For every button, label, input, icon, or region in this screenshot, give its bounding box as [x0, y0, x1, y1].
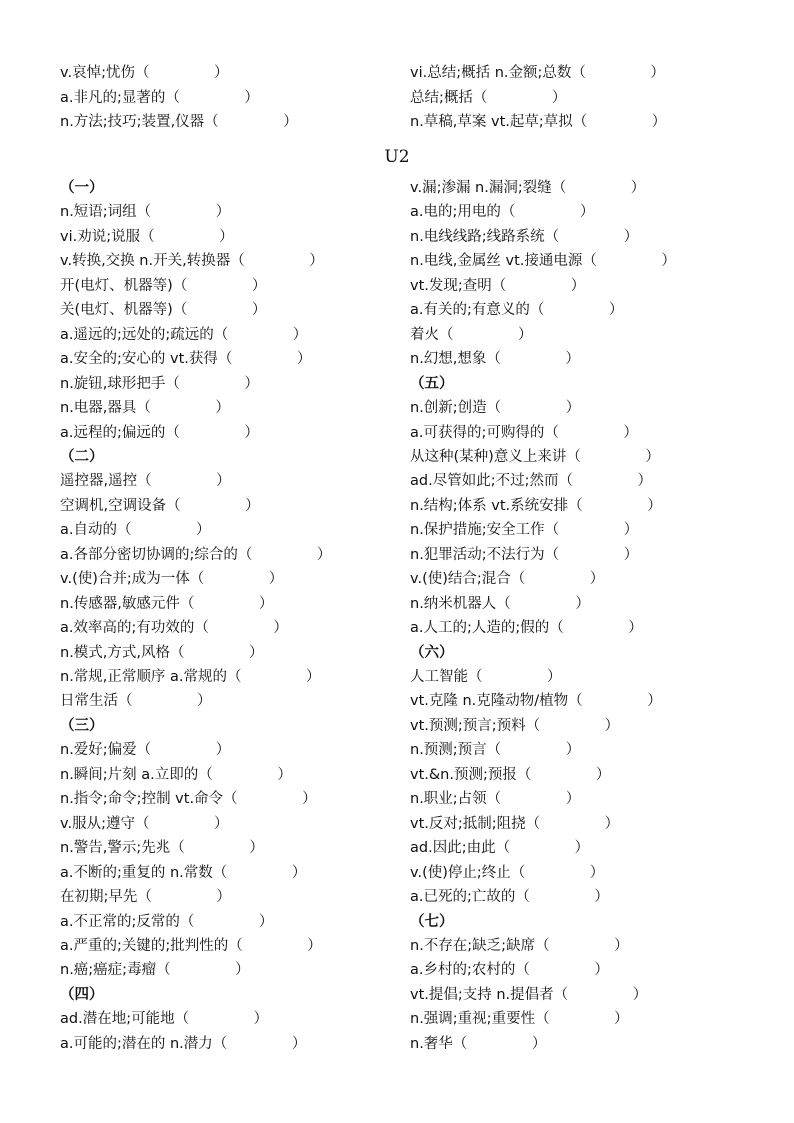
vocab-line: v.哀悼;忧伤（ ） — [60, 65, 229, 81]
vocab-line: vt.克隆 n.克隆动物/植物（ ） — [410, 693, 662, 710]
vocab-line: n.草稿,草案 vt.起草;草拟（ ） — [410, 114, 667, 130]
vocab-line: a.不正常的;反常的（ ） — [60, 913, 274, 930]
unit-title: U2 — [384, 147, 410, 167]
vocab-line: 开(电灯、机器等)（ ） — [60, 277, 267, 294]
vocab-line: 从这种(某种)意义上来讲（ ） — [410, 448, 660, 465]
vocab-line: ad.潜在地;可能地（ ） — [60, 1011, 269, 1028]
vocab-line: a.可获得的;可购得的（ ） — [410, 424, 638, 441]
vocab-line: a.安全的;安心的 vt.获得（ ） — [60, 351, 312, 368]
vocab-line: 日常生活（ ） — [60, 693, 212, 710]
section-heading: （六） — [410, 643, 454, 661]
vocab-line: 空调机,空调设备（ ） — [60, 497, 260, 514]
vocab-line: vt.提倡;支持 n.提倡者（ ） — [410, 986, 648, 1003]
vocab-line: v.转换,交换 n.开关,转换器（ ） — [60, 253, 324, 270]
vocab-line: a.效率高的;有功效的（ ） — [60, 620, 288, 637]
vocab-line: n.电线线路;线路系统（ ） — [410, 228, 639, 245]
vocab-line: 在初期;早先（ ） — [60, 889, 231, 905]
vocab-line: n.模式,方式,风格（ ） — [60, 644, 264, 661]
vocab-line: n.保护措施;安全工作（ ） — [410, 522, 639, 539]
vocab-line: n.电线,金属丝 vt.接通电源（ ） — [410, 253, 676, 270]
vocab-line: a.远程的;偏远的（ ） — [60, 424, 259, 441]
vocab-line: v.服从;遵守（ ） — [60, 815, 229, 832]
vocab-line: n.不存在;缺乏;缺席（ ） — [410, 937, 629, 954]
vocab-line: a.自动的（ ） — [60, 522, 211, 539]
vocab-line: n.预测;预言（ ） — [410, 742, 581, 759]
vocab-line: v.(使)停止;终止（ ） — [410, 864, 605, 881]
vocab-line: n.癌;癌症;毒瘤（ ） — [60, 962, 250, 979]
vocab-line: vt.&n.预测;预报（ ） — [410, 766, 611, 783]
vocab-line: vi.总结;概括 n.金额;总数（ ） — [410, 65, 665, 81]
vocab-line: n.幻想,想象（ ） — [410, 351, 580, 368]
section-heading: （一） — [60, 179, 104, 196]
vocab-line: 着火（ ） — [410, 326, 533, 343]
vocab-line: vt.反对;抵制;阻挠（ ） — [410, 815, 620, 832]
vocab-line: a.乡村的;农村的（ ） — [410, 962, 609, 979]
vocab-line: n.纳米机器人（ ） — [410, 595, 590, 612]
vocab-line: 遥控器,遥控（ ） — [60, 473, 231, 490]
vocab-line: n.犯罪活动;不法行为（ ） — [410, 546, 639, 563]
vocab-line: n.旋钮,球形把手（ ） — [60, 375, 259, 392]
vocab-line: n.强调;重视;重要性（ ） — [410, 1011, 629, 1028]
vocab-line: a.人工的;人造的;假的（ ） — [410, 620, 643, 637]
vocab-line: a.电的;用电的（ ） — [410, 204, 595, 221]
vocab-line: n.结构;体系 vt.系统安排（ ） — [410, 497, 662, 514]
vocab-line: n.爱好;偏爱（ ） — [60, 742, 231, 759]
vocab-line: 关(电灯、机器等)（ ） — [60, 302, 267, 319]
section-heading: （五） — [410, 374, 454, 392]
vocab-line: vt.预测;预言;预料（ ） — [410, 717, 620, 734]
vocab-line: n.创新;创造（ ） — [410, 400, 581, 416]
vocab-line: a.有关的;有意义的（ ） — [410, 302, 624, 319]
vocab-line: v.漏;渗漏 n.漏洞;裂缝（ ） — [410, 180, 646, 196]
vocab-line: n.常规,正常顺序 a.常规的（ ） — [60, 669, 321, 685]
vocab-line: a.各部分密切协调的;综合的（ ） — [60, 546, 332, 563]
section-heading: （四） — [60, 985, 104, 1003]
vocab-line: n.指令;命令;控制 vt.命令（ ） — [60, 791, 317, 808]
vocab-line: n.短语;词组（ ） — [60, 204, 231, 221]
section-heading: （三） — [60, 716, 104, 734]
section-heading: （二） — [60, 447, 104, 465]
vocab-line: v.(使)结合;混合（ ） — [410, 571, 605, 588]
vocab-line: ad.尽管如此;不过;然而（ ） — [410, 473, 652, 490]
vocab-line: a.非凡的;显著的（ ） — [60, 90, 259, 106]
vocab-line: a.不断的;重复的 n.常数（ ） — [60, 864, 307, 881]
vocab-line: a.严重的;关键的;批判性的（ ） — [60, 937, 322, 954]
vocab-line: vt.发现;查明（ ） — [410, 277, 586, 294]
vocab-line: n.职业;占领（ ） — [410, 791, 581, 808]
vocab-line: vi.劝说;说服（ ） — [60, 228, 234, 245]
vocab-line: n.瞬间;片刻 a.立即的（ ） — [60, 766, 292, 783]
vocab-line: n.方法;技巧;装置,仪器（ ） — [60, 114, 298, 130]
vocab-line: a.已死的;亡故的（ ） — [410, 889, 609, 905]
vocab-line: 总结;概括（ ） — [410, 90, 567, 106]
vocab-line: 人工智能（ ） — [410, 669, 562, 685]
vocab-line: a.遥远的;远处的;疏远的（ ） — [60, 326, 308, 343]
vocab-line: n.警告,警示;先兆（ ） — [60, 840, 264, 857]
vocab-line: n.奢华（ ） — [410, 1035, 547, 1052]
section-heading: （七） — [410, 912, 454, 930]
vocab-line: n.电器,器具（ ） — [60, 400, 230, 416]
vocab-line: ad.因此;由此（ ） — [410, 840, 590, 857]
vocab-line: n.传感器,敏感元件（ ） — [60, 595, 274, 612]
vocab-line: a.可能的;潜在的 n.潜力（ ） — [60, 1035, 307, 1052]
vocab-line: v.(使)合并;成为一体（ ） — [60, 571, 284, 588]
